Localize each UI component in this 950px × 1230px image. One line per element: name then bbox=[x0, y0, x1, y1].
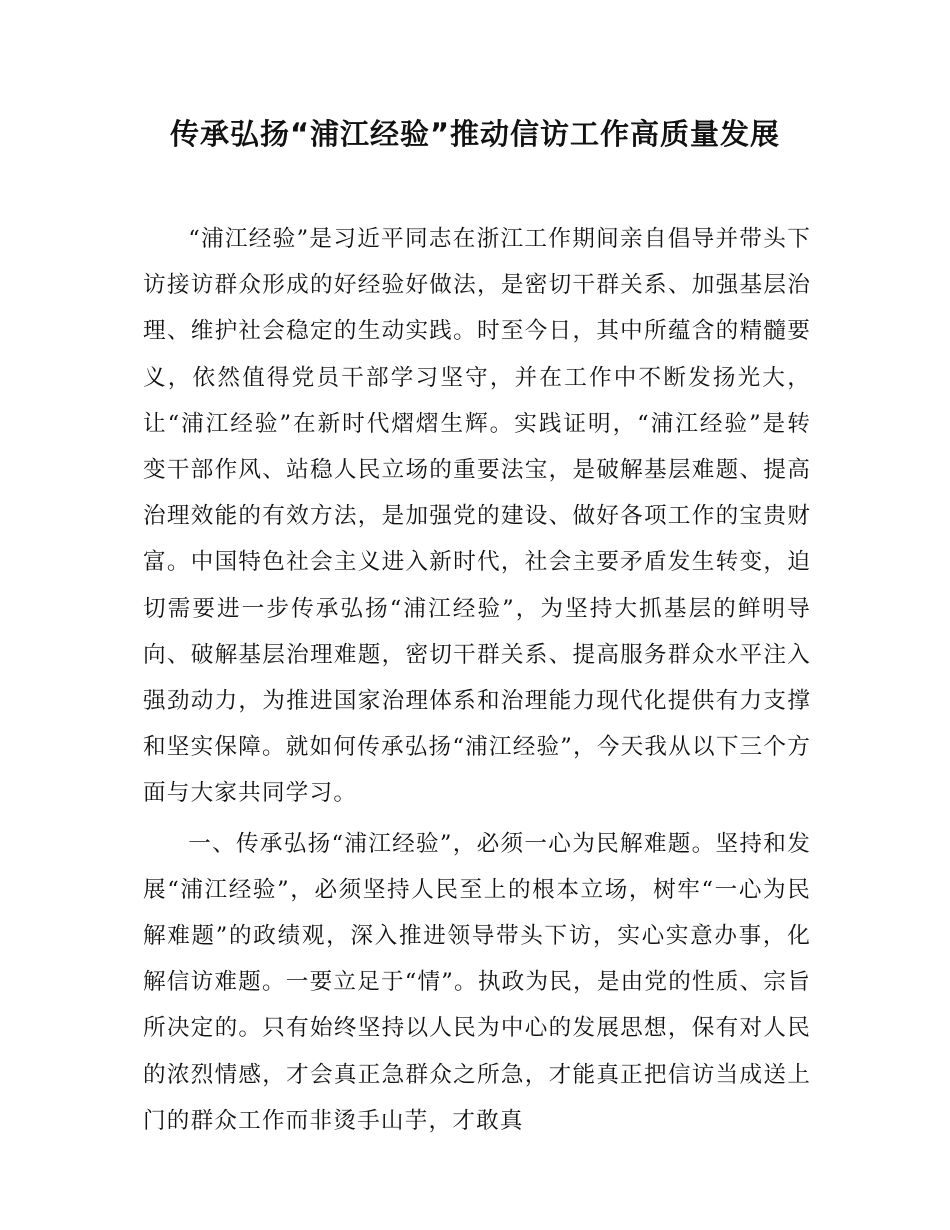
paragraph-section-one: 一、传承弘扬“浦江经验”，必须一心为民解难题。坚持和发展“浦江经验”，必须坚持人民至上的根本立场，树牢“一心为民解难题”的政绩观，深入推进领导带头下访，实心实意办事，化解信访难题。一要立足于“情”。执政为民，是由党的性质、宗旨所决定的。只有始终坚持以人民为中心的发展思想，保有对人民的浓烈情感，才会真正急群众之所急，才能真正把信访当成送上门的群众工作而非烫手山芋，才敢真 bbox=[143, 830, 811, 1134]
paragraph-intro: “浦江经验”是习近平同志在浙江工作期间亲自倡导并带头下访接访群众形成的好经验好做法，是密切干群关系、加强基层治理、维护社会稳定的生动实践。时至今日，其中所蕴含的精髓要义，依然值得党员干部学习坚守，并在工作中不断发扬光大，让“浦江经验”在新时代熠熠生辉。实践证明，“浦江经验”是转变干部作风、站稳人民立场的重要法宝，是破解基层难题、提高治理效能的有效方法，是加强党的建设、做好各项工作的宝贵财富。中国特色社会主义进入新时代，社会主要矛盾发生转变，迫切需要进一步传承弘扬“浦江经验”，为坚持大抓基层的鲜明导向、破解基层治理难题，密切干群关系、提高服务群众水平注入强劲动力，为推进国家治理体系和治理能力现代化提供有力支撑和坚实保障。就如何传承弘扬“浦江经验”，今天我从以下三个方面与大家共同学习。 bbox=[143, 226, 811, 807]
document-title: 传承弘扬“浦江经验”推动信访工作高质量发展 bbox=[169, 117, 781, 151]
document-body bbox=[143, 216, 811, 1144]
